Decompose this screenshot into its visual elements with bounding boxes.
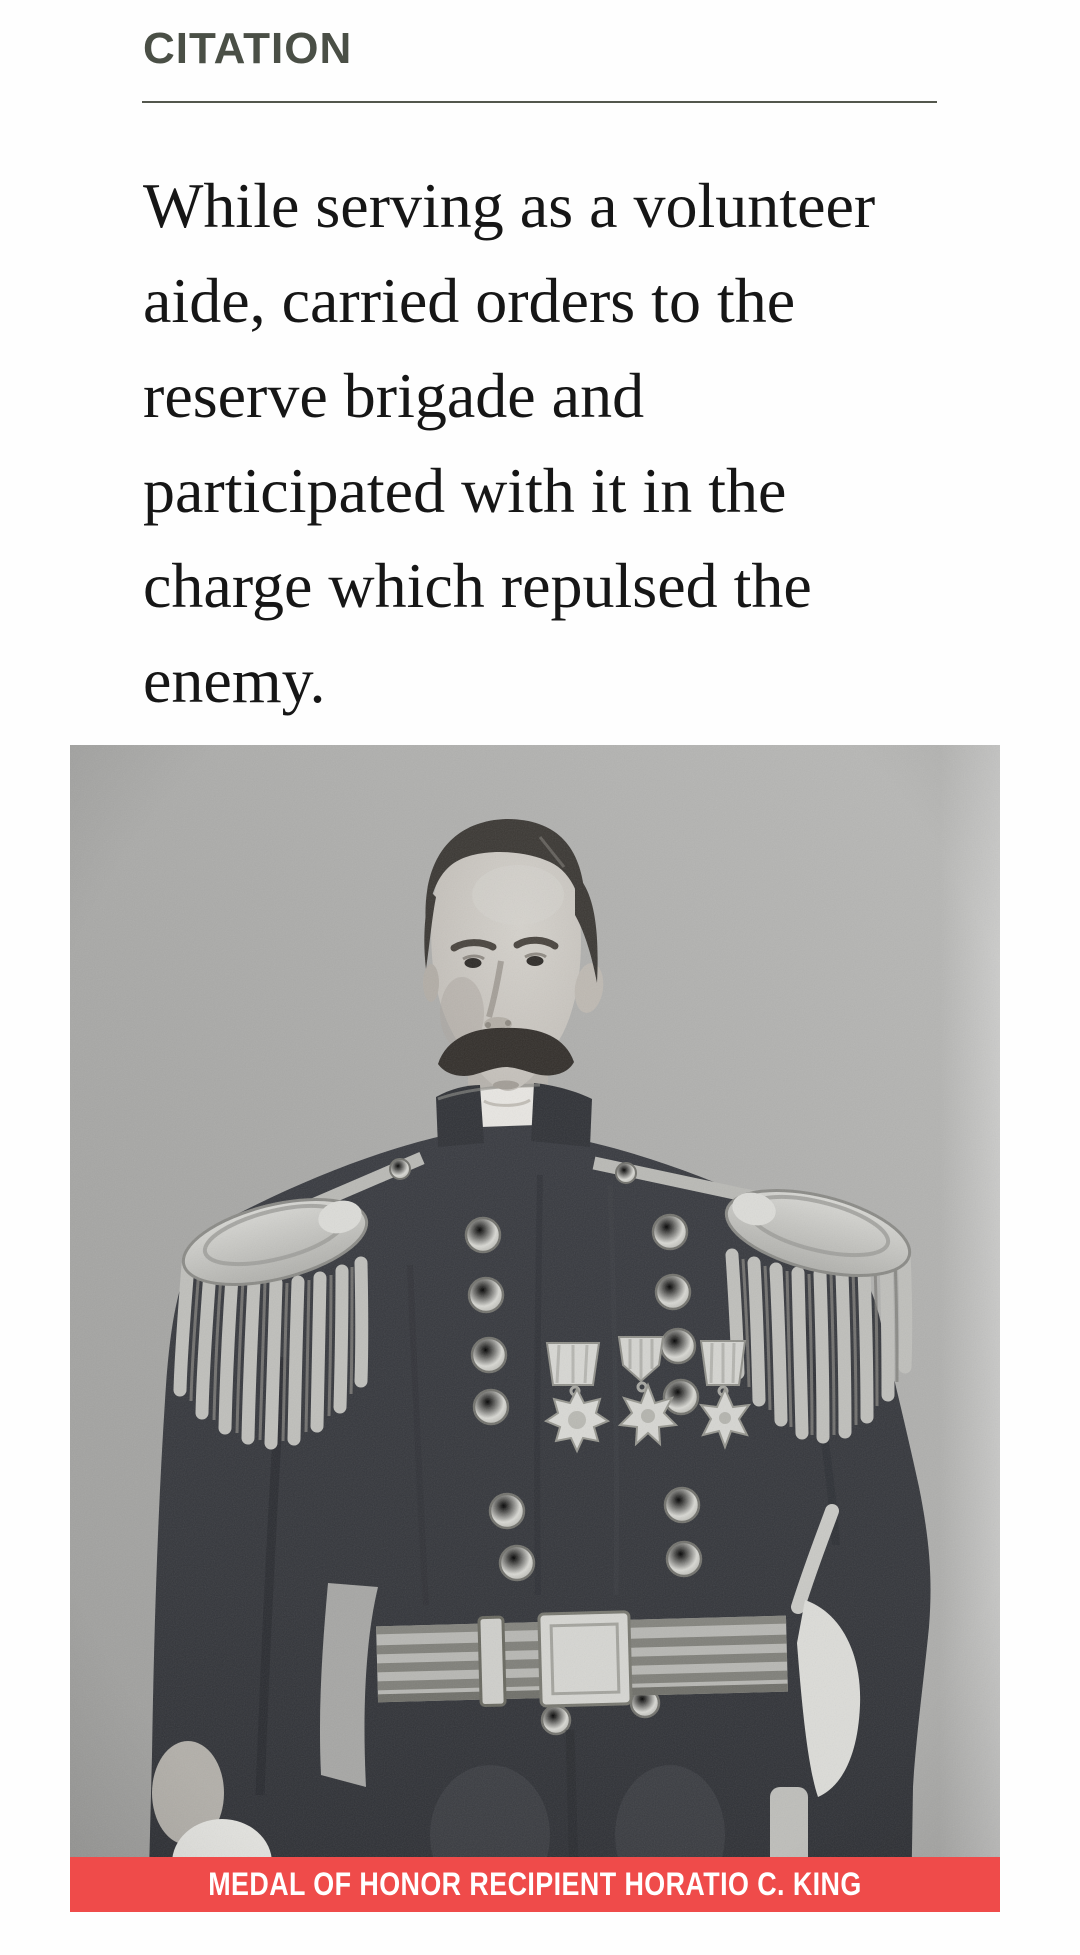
citation-line: While serving as a volunteer xyxy=(143,170,876,241)
citation-line: reserve brigade and xyxy=(143,360,645,431)
citation-line: participated with it in the xyxy=(143,455,787,526)
film-grain xyxy=(70,745,1000,1912)
citation-heading: CITATION xyxy=(143,24,353,73)
caption-banner-text: MEDAL OF HONOR RECIPIENT HORATIO C. KING xyxy=(208,1866,862,1902)
portrait-photo xyxy=(70,745,1000,1912)
citation-line: enemy. xyxy=(143,645,326,716)
citation-line: charge which repulsed the xyxy=(143,550,812,621)
citation-body xyxy=(143,158,983,728)
citation-line: aide, carried orders to the xyxy=(143,265,796,336)
heading-divider xyxy=(142,101,937,103)
caption-banner xyxy=(70,1857,1000,1912)
